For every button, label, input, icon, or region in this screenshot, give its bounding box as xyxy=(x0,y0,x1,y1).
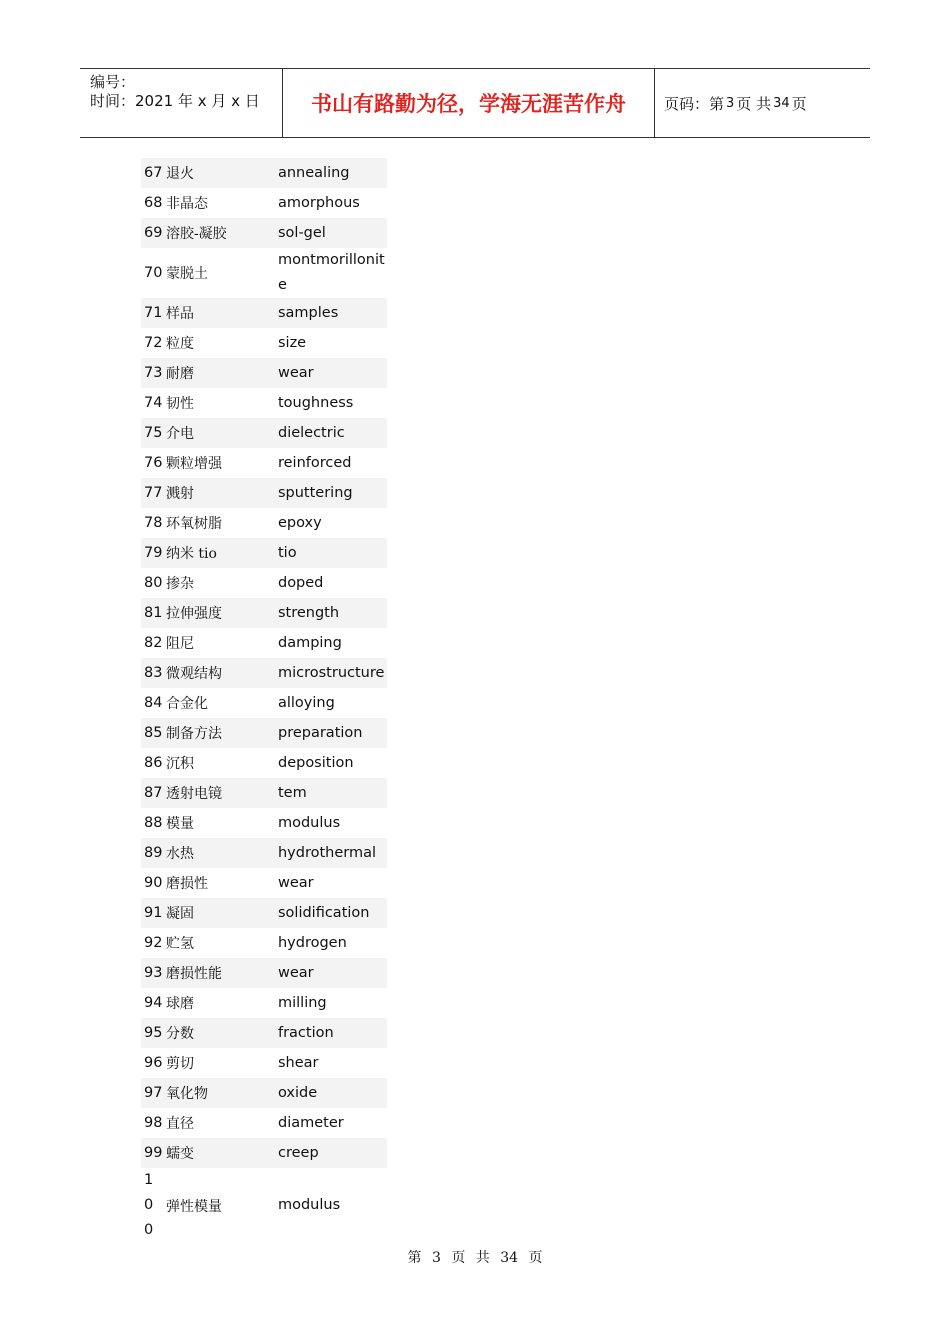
term-number-cell xyxy=(141,158,166,188)
footer-middle1: 页 xyxy=(451,1250,466,1266)
term-number: 91 xyxy=(144,905,163,921)
term-chinese: 模量 xyxy=(165,816,194,832)
terms-body xyxy=(141,158,387,1243)
term-number: 89 xyxy=(144,845,163,861)
term-number-cell xyxy=(141,1138,166,1168)
term-chinese: 样品 xyxy=(165,306,194,322)
term-row xyxy=(141,1078,387,1108)
footer-suffix: 页 xyxy=(528,1250,543,1266)
page-footer xyxy=(0,1247,950,1267)
term-row xyxy=(141,298,387,328)
term-row xyxy=(141,658,387,688)
term-number-cell xyxy=(141,898,166,928)
term-english: reinforced xyxy=(277,454,352,471)
term-row xyxy=(141,218,387,248)
term-number: 72 xyxy=(144,335,163,351)
term-row xyxy=(141,508,387,538)
term-number-cell xyxy=(141,538,166,568)
term-chinese: 掺杂 xyxy=(165,576,194,592)
term-number: 84 xyxy=(144,695,163,711)
serial-label: 编号： xyxy=(90,73,136,91)
term-english: wear xyxy=(277,364,314,381)
term-english: doped xyxy=(277,574,324,591)
term-number: 68 xyxy=(144,195,163,211)
term-number: 96 xyxy=(144,1055,163,1071)
term-number: 97 xyxy=(144,1085,163,1101)
term-number-cell xyxy=(141,958,166,988)
page-suffix: 页 xyxy=(791,94,807,113)
term-number-cell xyxy=(141,1048,166,1078)
term-english: amorphous xyxy=(277,194,360,211)
term-number: 92 xyxy=(144,935,163,951)
term-number: 86 xyxy=(144,755,163,771)
term-row xyxy=(141,958,387,988)
term-english: modulus xyxy=(277,1197,341,1213)
term-number: 82 xyxy=(144,635,163,651)
term-number-cell xyxy=(141,448,166,478)
footer-total: 34 xyxy=(500,1250,519,1266)
term-chinese: 介电 xyxy=(165,426,194,442)
term-number-cell xyxy=(141,988,166,1018)
term-number-cell xyxy=(141,928,166,958)
term-row xyxy=(141,808,387,838)
page-middle: 页 共 xyxy=(736,94,772,113)
term-english: diameter xyxy=(277,1114,344,1131)
term-number-cell xyxy=(141,218,166,248)
term-number-cell xyxy=(141,598,166,628)
term-row xyxy=(141,358,387,388)
term-english: epoxy xyxy=(277,514,322,531)
term-row xyxy=(141,748,387,778)
term-row xyxy=(141,1108,387,1138)
term-row xyxy=(141,188,387,218)
term-english: milling xyxy=(277,994,327,1011)
term-row xyxy=(141,868,387,898)
term-row xyxy=(141,898,387,928)
footer-prefix: 第 xyxy=(407,1250,422,1266)
term-row xyxy=(141,928,387,958)
term-english: alloying xyxy=(277,694,335,711)
term-row xyxy=(141,1138,387,1168)
term-number: 88 xyxy=(144,815,163,831)
term-number-cell xyxy=(141,628,166,658)
term-number: 83 xyxy=(144,665,163,681)
term-number: 79 xyxy=(144,545,163,561)
term-number: 100 xyxy=(144,1172,154,1238)
term-chinese: 贮氢 xyxy=(165,936,194,952)
term-english: wear xyxy=(277,964,314,981)
term-chinese: 磨损性 xyxy=(165,876,208,892)
term-number: 73 xyxy=(144,365,163,381)
term-number-cell xyxy=(141,748,166,778)
term-chinese: 蠕变 xyxy=(165,1146,194,1162)
term-row xyxy=(141,778,387,808)
term-number-cell xyxy=(141,718,166,748)
term-english: creep xyxy=(277,1144,319,1161)
term-english: samples xyxy=(277,304,339,321)
term-row xyxy=(141,688,387,718)
term-number: 94 xyxy=(144,995,163,1011)
term-number: 69 xyxy=(144,225,163,241)
term-english: size xyxy=(277,334,307,351)
header-motto: 书山有路勤为径，学海无涯苦作舟 xyxy=(282,69,655,137)
term-english: dielectric xyxy=(277,424,345,441)
term-number-cell xyxy=(141,248,166,298)
term-row xyxy=(141,568,387,598)
term-english: toughness xyxy=(277,394,354,411)
term-english: tio xyxy=(277,544,297,561)
term-row xyxy=(141,1048,387,1078)
term-chinese: 溅射 xyxy=(165,486,194,502)
term-number: 93 xyxy=(144,965,163,981)
term-number-cell xyxy=(141,778,166,808)
term-number-cell xyxy=(141,838,166,868)
term-english: shear xyxy=(277,1054,319,1071)
header-page-info xyxy=(655,69,870,137)
term-chinese: 分数 xyxy=(165,1026,194,1042)
term-number-cell xyxy=(141,1108,166,1138)
page-total: 34 xyxy=(773,95,790,111)
term-english: hydrothermal xyxy=(277,844,377,861)
term-chinese: 环氧树脂 xyxy=(165,516,222,532)
term-english: microstructure xyxy=(277,664,385,681)
term-number-cell xyxy=(141,418,166,448)
term-number: 98 xyxy=(144,1115,163,1131)
term-row xyxy=(141,448,387,478)
term-number-cell xyxy=(141,1078,166,1108)
header-meta xyxy=(80,69,282,137)
term-chinese: 颗粒增强 xyxy=(165,456,222,472)
term-chinese: 球磨 xyxy=(165,996,194,1012)
term-chinese: 氧化物 xyxy=(165,1086,208,1102)
term-row xyxy=(141,598,387,628)
term-number-cell xyxy=(141,298,166,328)
term-number: 99 xyxy=(144,1145,163,1161)
time-label: 时间：2021 年 x 月 x 日 xyxy=(90,92,260,110)
term-english: strength xyxy=(277,604,340,621)
term-row xyxy=(141,538,387,568)
term-english: tem xyxy=(277,784,307,801)
term-number: 75 xyxy=(144,425,163,441)
term-number-cell xyxy=(141,658,166,688)
page-current: 3 xyxy=(726,95,735,111)
term-chinese: 耐磨 xyxy=(165,366,194,382)
terms-table xyxy=(141,158,387,1243)
term-chinese: 拉伸强度 xyxy=(165,606,222,622)
term-english: annealing xyxy=(277,164,350,181)
term-row xyxy=(141,158,387,188)
term-english: solidification xyxy=(277,904,370,921)
term-chinese: 磨损性能 xyxy=(165,966,222,982)
term-number: 76 xyxy=(144,455,163,471)
term-chinese: 剪切 xyxy=(165,1056,194,1072)
term-number: 90 xyxy=(144,875,163,891)
term-number-cell xyxy=(141,688,166,718)
footer-middle2: 共 xyxy=(475,1250,490,1266)
term-english: fraction xyxy=(277,1024,334,1041)
term-english: sputtering xyxy=(277,484,353,501)
term-number: 74 xyxy=(144,395,163,411)
term-number: 77 xyxy=(144,485,163,501)
term-row xyxy=(141,328,387,358)
term-english: preparation xyxy=(277,724,363,741)
page-header xyxy=(80,68,870,138)
term-english: deposition xyxy=(277,754,354,771)
page-prefix: 页码：第 xyxy=(664,94,725,113)
term-row xyxy=(141,628,387,658)
term-english: sol-gel xyxy=(277,224,326,241)
term-chinese: 纳米 tio xyxy=(165,546,217,562)
term-chinese: 微观结构 xyxy=(165,666,222,682)
term-chinese: 粒度 xyxy=(165,336,194,352)
term-chinese: 水热 xyxy=(165,846,194,862)
term-number-cell xyxy=(141,1018,166,1048)
term-row xyxy=(141,248,387,298)
term-chinese: 沉积 xyxy=(165,756,194,772)
term-english: hydrogen xyxy=(277,934,347,951)
term-row xyxy=(141,478,387,508)
term-number-cell xyxy=(141,328,166,358)
term-row xyxy=(141,838,387,868)
term-chinese: 韧性 xyxy=(165,396,194,412)
term-chinese: 蒙脱土 xyxy=(165,266,208,282)
term-chinese: 弹性模量 xyxy=(165,1198,222,1215)
term-number-cell xyxy=(141,1168,166,1243)
term-chinese: 合金化 xyxy=(165,696,208,712)
term-chinese: 退火 xyxy=(165,166,194,182)
term-number-cell xyxy=(141,808,166,838)
footer-current: 3 xyxy=(431,1250,441,1266)
term-chinese: 直径 xyxy=(165,1116,194,1132)
term-row xyxy=(141,988,387,1018)
term-number: 87 xyxy=(144,785,163,801)
term-english: montmorillonite xyxy=(277,252,385,293)
term-chinese: 溶胶-凝胶 xyxy=(165,226,227,242)
term-english: wear xyxy=(277,874,314,891)
term-english: oxide xyxy=(277,1084,318,1101)
term-row xyxy=(141,388,387,418)
term-row xyxy=(141,1168,387,1243)
term-english: damping xyxy=(277,634,342,651)
term-number: 78 xyxy=(144,515,163,531)
term-number-cell xyxy=(141,868,166,898)
term-row xyxy=(141,718,387,748)
term-row xyxy=(141,418,387,448)
term-english: modulus xyxy=(277,814,341,831)
term-number-cell xyxy=(141,478,166,508)
term-number: 81 xyxy=(144,605,163,621)
term-number-cell xyxy=(141,188,166,218)
term-chinese: 制备方法 xyxy=(165,726,222,742)
term-number: 80 xyxy=(144,575,163,591)
term-chinese: 透射电镜 xyxy=(165,786,222,802)
term-number-cell xyxy=(141,568,166,598)
term-number-cell xyxy=(141,388,166,418)
term-number: 71 xyxy=(144,305,163,321)
term-chinese: 阻尼 xyxy=(165,636,194,652)
term-number: 95 xyxy=(144,1025,163,1041)
term-number: 70 xyxy=(144,265,163,281)
term-chinese: 非晶态 xyxy=(165,196,208,212)
term-number: 67 xyxy=(144,165,163,181)
term-chinese: 凝固 xyxy=(165,906,194,922)
term-number: 85 xyxy=(144,725,163,741)
term-row xyxy=(141,1018,387,1048)
term-number-cell xyxy=(141,508,166,538)
term-number-cell xyxy=(141,358,166,388)
